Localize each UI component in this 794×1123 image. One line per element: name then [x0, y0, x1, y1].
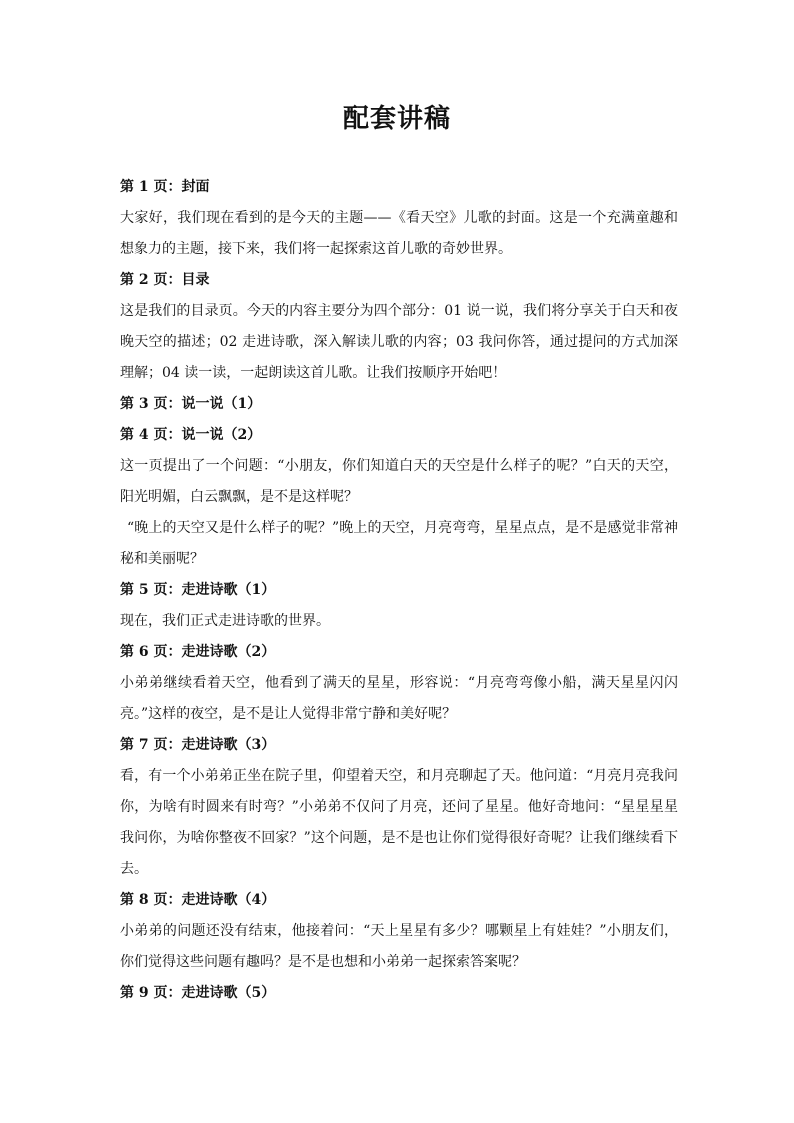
section-heading-page-8: 第 8 页：走进诗歌（4） — [120, 892, 276, 908]
section-heading-page-3: 第 3 页：说一说（1） — [120, 396, 262, 412]
section-paragraph: “晚上的天空又是什么样子的呢？”晚上的天空，月亮弯弯，星星点点，是不是感觉非常神秘和美丽呢？ — [120, 520, 678, 567]
section-heading-page-7: 第 7 页：走进诗歌（3） — [120, 737, 276, 753]
section-paragraph: 看，有一个小弟弟正坐在院子里，仰望着天空，和月亮聊起了天。他问道：“月亮月亮我问你，为啥有时圆来有时弯？”小弟弟不仅问了月亮，还问了星星。他好奇地问：“星星星星我问你，为啥你整夜不回家？”这个问题，是不是也让你们觉得很好奇呢？让我们继续看下去。 — [120, 768, 678, 877]
document-body — [120, 172, 678, 1009]
section-heading-page-2: 第 2 页：目录 — [120, 272, 210, 288]
section-heading-page-4: 第 4 页：说一说（2） — [120, 427, 262, 443]
section-paragraph: 小弟弟的问题还没有结束，他接着问：“天上星星有多少？哪颗星上有娃娃？”小朋友们，你们觉得这些问题有趣吗？是不是也想和小弟弟一起探索答案呢？ — [120, 923, 678, 970]
section-heading-page-9: 第 9 页：走进诗歌（5） — [120, 985, 276, 1001]
section-heading-page-1: 第 1 页：封面 — [120, 179, 210, 195]
section-paragraph: 现在，我们正式走进诗歌的世界。 — [120, 613, 330, 629]
section-paragraph: 小弟弟继续看着天空，他看到了满天的星星，形容说：“月亮弯弯像小船，满天星星闪闪亮。”这样的夜空，是不是让人觉得非常宁静和美好呢？ — [120, 675, 678, 722]
document-title: 配套讲稿 — [342, 104, 451, 134]
section-paragraph: 这是我们的目录页。今天的内容主要分为四个部分：01 说一说，我们将分享关于白天和夜晚天空的描述；02 走进诗歌，深入解读儿歌的内容；03 我问你答，通过提问的方式加深理解；04 读一读，一起朗读这首儿歌。让我们按顺序开始吧！ — [120, 303, 678, 381]
section-heading-page-5: 第 5 页：走进诗歌（1） — [120, 582, 276, 598]
section-heading-page-6: 第 6 页：走进诗歌（2） — [120, 644, 276, 660]
section-paragraph: 这一页提出了一个问题：“小朋友，你们知道白天的天空是什么样子的呢？”白天的天空，阳光明媚，白云飘飘，是不是这样呢？ — [120, 458, 678, 505]
section-paragraph: 大家好，我们现在看到的是今天的主题——《看天空》儿歌的封面。这是一个充满童趣和想象力的主题，接下来，我们将一起探索这首儿歌的奇妙世界。 — [120, 210, 678, 257]
